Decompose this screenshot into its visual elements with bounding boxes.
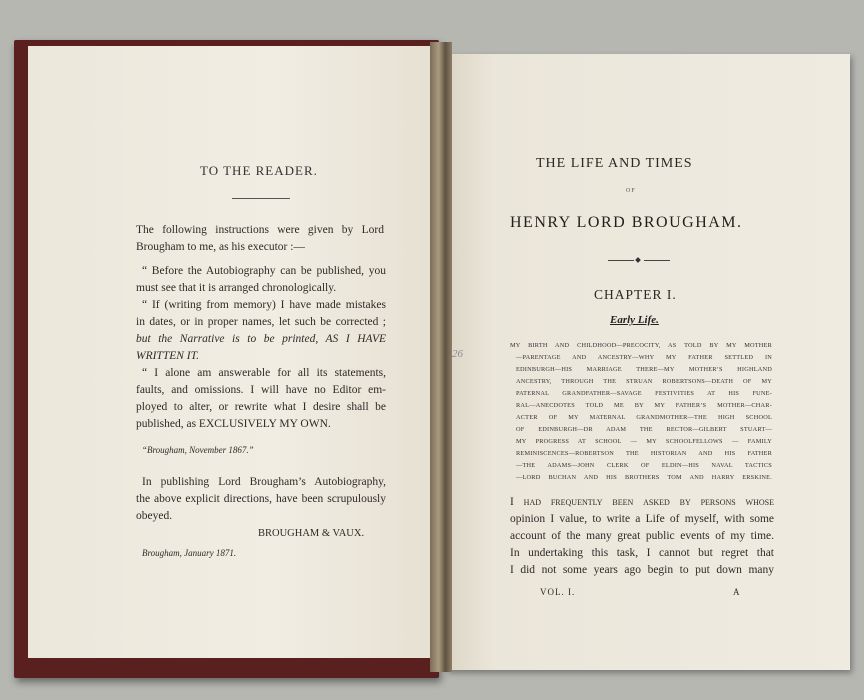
title-rule	[232, 198, 290, 199]
chapter-subtitle: Early Life.	[610, 314, 659, 326]
intro-line-1: The following instructions were given by Lord	[136, 224, 384, 236]
footer-signature-mark: A	[733, 587, 740, 597]
closing-line-3: obeyed.	[136, 510, 173, 522]
ornament-rule-right	[644, 260, 670, 261]
left-page	[28, 46, 438, 658]
body-line-2: opinion I value, to write a Life of myself, with some	[510, 513, 774, 525]
book-spine-gutter	[430, 42, 452, 672]
closing-line-2: the above explicit directions, have been scrupulously	[136, 493, 386, 505]
synopsis-line-9: MY PROGRESS AT SCHOOL — MY SCHOOLFELLOWS — FAMILY	[516, 438, 772, 445]
reader-title: TO THE READER.	[200, 163, 318, 178]
quote-line-4: in dates, or in proper names, let such be corrected ;	[136, 316, 386, 328]
synopsis-line-6: RAL—ANECDOTES TOLD ME BY MY FATHER’S MOTHER—CHAR-	[516, 402, 772, 409]
book-title-line-1: THE LIFE AND TIMES	[536, 156, 693, 171]
synopsis-line-8: OF EDINBURGH—DR ADAM THE RECTOR—GILBERT STUART—	[516, 426, 772, 433]
synopsis-line-1: MY BIRTH AND CHILDHOOD—PRECOCITY, AS TOLD BY MY MOTHER	[510, 342, 772, 349]
synopsis-line-2: —PARENTAGE AND ANCESTRY—WHY MY FATHER SETTLED IN	[516, 354, 772, 361]
body-line-1: I had frequently been asked by persons whose	[510, 496, 774, 508]
book-title-of: OF	[626, 188, 636, 194]
quote-line-9: ployed to alter, or rewrite what I desire shall be	[136, 401, 386, 413]
synopsis-line-5: PATERNAL GRANDFATHER—SAVAGE FESTIVITIES AT HIS FUNE-	[516, 390, 772, 397]
synopsis-line-3: EDINBURGH—HIS MARRIAGE THERE—MY MOTHER’S HIGHLAND	[516, 366, 772, 373]
body-line-4: In undertaking this task, I cannot but regret that	[510, 547, 774, 559]
quote-line-8: faults, and omissions. I will have no Editor em-	[136, 384, 386, 396]
quote-line-5: but the Narrative is to be printed, AS I HAVE	[136, 333, 386, 345]
book-title-line-2: HENRY LORD BROUGHAM.	[510, 214, 743, 231]
signature: BROUGHAM & VAUX.	[258, 528, 365, 539]
dateline: Brougham, January 1871.	[142, 548, 237, 558]
quote-line-1: “ Before the Autobiography can be published, you	[142, 265, 386, 277]
quote-attribution: “Brougham, November 1867.”	[142, 445, 254, 455]
quote-line-2: must see that it is arranged chronologically.	[136, 282, 337, 294]
synopsis-line-10: REMINISCENCES—ROBERTSON THE HISTORIAN AND HIS FATHER	[516, 450, 772, 457]
quote-line-3: “ If (writing from memory) I have made mistakes	[142, 299, 386, 311]
synopsis-line-7: ACTER OF MY MATERNAL GRANDMOTHER—THE HIGH SCHOOL	[516, 414, 772, 421]
synopsis-line-11: —THE ADAMS—JOHN CLERK OF ELDIN—HIS NAVAL TACTICS	[516, 462, 772, 469]
intro-line-2: Brougham to me, as his executor :—	[136, 241, 305, 253]
quote-line-10: published, as EXCLUSIVELY MY OWN.	[136, 418, 331, 430]
body-line-3: account of the many great public events of my time.	[510, 530, 774, 542]
closing-line-1: In publishing Lord Brougham’s Autobiography,	[142, 476, 386, 488]
ornament-rule-left	[608, 260, 634, 261]
quote-line-6: WRITTEN IT.	[136, 350, 200, 362]
synopsis-line-12: —LORD BUCHAN AND HIS BROTHERS TOM AND HARRY ERSKINE.	[516, 474, 772, 481]
pencil-annotation: 26	[452, 348, 463, 360]
chapter-heading: CHAPTER I.	[594, 287, 677, 302]
synopsis-line-4: ANCESTRY, THROUGH THE STRUAN ROBERTSONS—DEATH OF MY	[516, 378, 772, 385]
quote-line-7: “ I alone am answerable for all its statements,	[142, 367, 386, 379]
body-line-5: I did not some years ago begin to put down many	[510, 564, 774, 576]
footer-volume: VOL. I.	[540, 587, 576, 597]
